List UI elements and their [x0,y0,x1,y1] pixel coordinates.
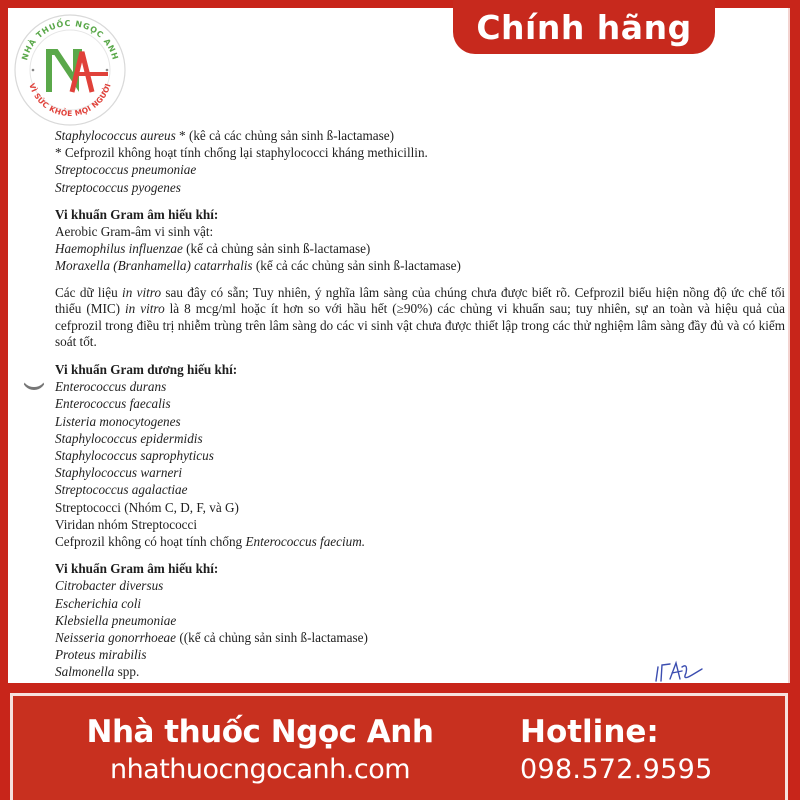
section-heading: Vi khuẩn Gram âm hiếu khí: [55,561,219,577]
doc-line: Aerobic Gram-âm vi sinh vật: [55,224,214,240]
svg-text:VÌ SỨC KHỎE MỌI NGƯỜI: VÌ SỨC KHỎE MỌI NGƯỜI [27,82,113,119]
doc-line: Streptococcus pneumoniae [55,162,197,178]
doc-line: Proteus mirabilis [55,647,147,663]
footer-store-info [80,712,440,788]
doc-line: Cefprozil không có hoạt tính chống Enterococcus faecium. [55,534,366,550]
authentic-badge [453,0,715,54]
doc-line: Staphylococcus warneri [55,465,183,481]
hotline-label: Hotline: [520,714,659,750]
doc-line: Listeria monocytogenes [55,413,181,429]
signature-mark [652,655,712,685]
doc-line: Streptococci (Nhóm C, D, F, và G) [55,499,239,515]
doc-line: Streptococcus pyogenes [55,179,181,195]
doc-line: Moraxella (Branhamella) catarrhalis (kể cả các chủng sản sinh ß-lactamase) [55,258,461,274]
doc-line: Enterococcus durans [55,379,167,395]
hotline-number-link[interactable]: 098.572.9595 [520,754,713,785]
store-name: Nhà thuốc Ngọc Anh [86,714,434,750]
doc-line: Escherichia coli [55,595,142,611]
pharmacy-logo [12,12,128,128]
pharmacy-logo-icon [12,12,128,128]
frame-right-border [790,0,800,800]
loading-spinner-icon [22,366,46,390]
doc-line: Salmonella spp. [55,664,140,680]
in-vitro-paragraph: Các dữ liệu in vitro sau đây có sẵn; Tuy nhiên, ý nghĩa lâm sàng của chúng chưa được biết rõ. Cefprozil biểu hiện nồng độ ức chế tối thiểu (MIC) in vitro là 8 mcg/ml hoặc ít hơn so với hầu hết (≥90%) các chủng vi khuẩn sau; tuy nhiên, sự an toàn và hiệu quả của cefprozil trong điều trị nhiễm trùng trên lâm sàng do các vi sinh vật chưa được thiết lập trong các thử nghiệm lâm sàng đầy đủ và có kiểm soát tốt. [55,284,785,350]
doc-line: Neisseria gonorrhoeae ((kể cả chủng sản sinh ß-lactamase) [55,630,368,646]
doc-line: Klebsiella pneumoniae [55,612,177,628]
signature-icon [652,655,712,685]
footer-hotline [520,712,770,788]
doc-line: Streptococcus agalactiae [55,482,188,498]
section-heading: Vi khuẩn Gram dương hiếu khí: [55,362,238,377]
doc-line: Staphylococcus aureus * (kê cả các chủng sản sinh ß-lactamase) [55,128,394,143]
doc-line: Staphylococcus epidermidis [55,430,203,446]
doc-line: Viridan nhóm Streptococci [55,516,198,532]
doc-line: Staphylococcus saprophyticus [55,448,214,464]
document-body [55,127,790,698]
store-url-link[interactable]: nhathuocngocanh.com [109,754,411,785]
doc-line: * Cefprozil không hoạt tính chống lại staphylococci kháng methicillin. [55,145,428,161]
svg-text:NHÀ THUỐC NGỌC ANH: NHÀ THUỐC NGỌC ANH [20,18,120,62]
section-heading: Vi khuẩn Gram âm hiếu khí: [55,206,219,222]
authentic-badge-label: Chính hãng [476,7,692,47]
doc-line: Enterococcus faecalis [55,396,171,412]
doc-line: Citrobacter diversus [55,578,164,594]
frame-left-border [0,0,8,800]
doc-line: Haemophilus influenzae (kể cả chủng sản sinh ß-lactamase) [55,241,371,257]
